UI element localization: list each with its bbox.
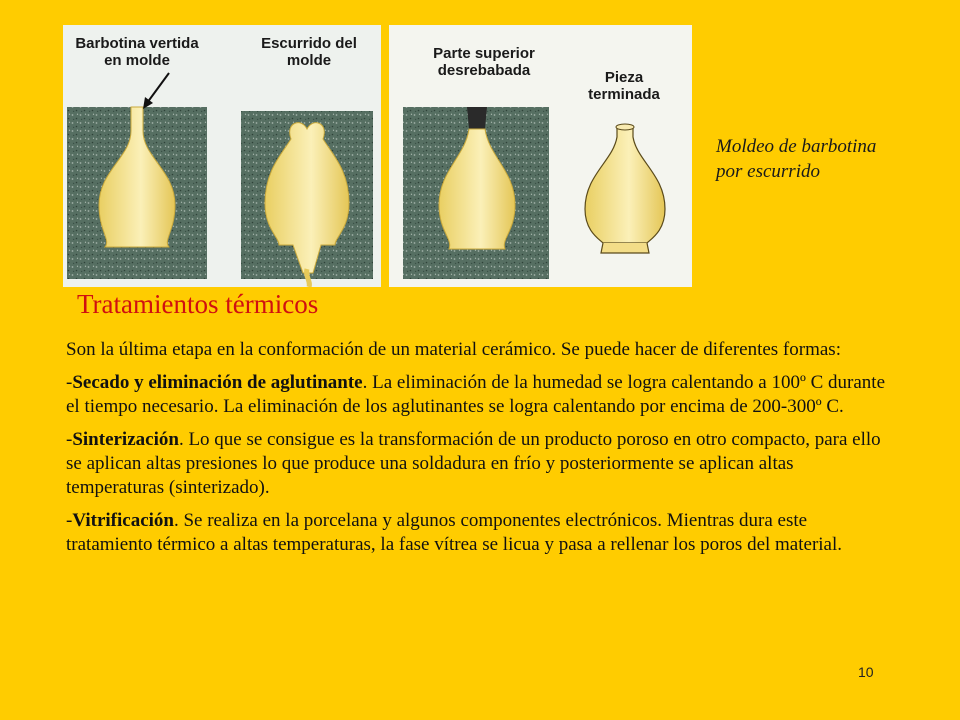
treatment-item-sintering: -Sinterización. Lo que se consigue es la transformación de un producto poroso en otro compacto, para ello se aplican altas presiones lo que produce una soldadura en frío y posteriormente se aplican altas temperaturas (sinterizado). (66, 429, 881, 498)
draining-slip (307, 269, 310, 287)
arrow-icon (147, 73, 169, 103)
treatment-item-drying: -Secado y eliminación de aglutinante. La eliminación de la humedad se logra calentando a 100º C durante el tiempo necesario. La eliminación de los aglutinantes se logra calentando por encima de 200-300º C. (66, 372, 886, 417)
figure-label-finished: Pieza terminada (588, 69, 660, 103)
page-number: 10 (858, 664, 874, 680)
treatment-term: Vitrificación (72, 510, 174, 531)
intro-paragraph: Son la última etapa en la conformación de un material cerámico. Se puede hacer de diferentes formas: (66, 339, 841, 360)
treatment-item-vitrification: -Vitrificación. Se realiza en la porcelana y algunos componentes electrónicos. Mientras dura este tratamiento térmico a altas temperaturas, la fase vítrea se licua y pasa a rellenar los poros del material. (66, 510, 843, 555)
figure-slip-casting-steps-3-4 (389, 25, 692, 287)
vase-mouth (616, 124, 634, 130)
figure-label-drained: Escurrido del molde (261, 35, 357, 69)
vase-foot (601, 243, 649, 253)
trimmed-top (467, 107, 487, 129)
figure-label-trimmed: Parte superior desrebabada (433, 45, 535, 79)
body-text (66, 338, 886, 566)
section-title: Tratamientos térmicos (77, 289, 319, 319)
figure-label-poured: Barbotina vertida en molde (75, 35, 199, 69)
figure-caption: Moldeo de barbotina por escurrido (716, 136, 877, 182)
figure-slip-casting-steps-1-2 (63, 25, 381, 287)
finished-vase (585, 127, 665, 243)
treatment-term: Sinterización (72, 429, 179, 450)
treatment-term: Secado y eliminación de aglutinante (72, 372, 363, 393)
